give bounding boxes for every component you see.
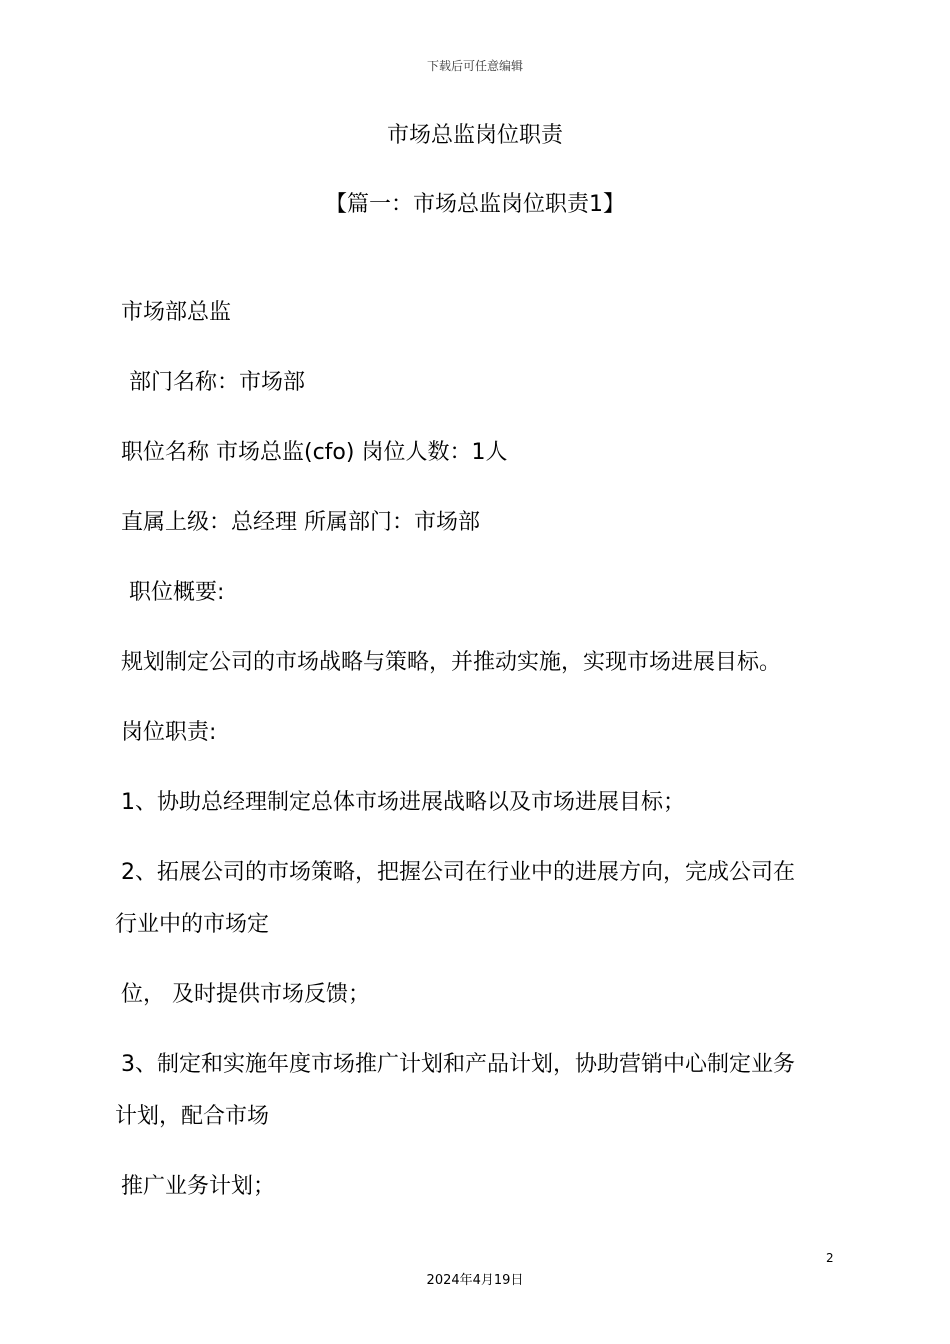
body-line-supervisor: 直属上级：总经理 所属部门：市场部 xyxy=(121,510,480,535)
body-line-duty-3-end: 推广业务计划； xyxy=(121,1174,276,1199)
body-line-duty-2-end: 位， 及时提供市场反馈； xyxy=(121,982,370,1007)
footer-date: 2024年4月19日 xyxy=(426,1273,524,1288)
body-line-duty-3: 3、制定和实施年度市场推广计划和产品计划，协助营销中心制定业务 xyxy=(121,1052,795,1077)
body-line-duty-3-cont: 计划，配合市场 xyxy=(115,1104,270,1129)
body-line-duty-2: 2、拓展公司的市场策略，把握公司在行业中的进展方向，完成公司在 xyxy=(121,860,795,885)
section-title: 【篇一：市场总监岗位职责1】 xyxy=(325,192,625,217)
body-line-position-name: 职位名称 市场总监(cfo) 岗位人数：1人 xyxy=(121,440,508,465)
body-line-department-name: 部门名称：市场部 xyxy=(129,370,306,395)
body-line-department-head: 市场部总监 xyxy=(121,300,232,325)
body-line-duty-1: 1、协助总经理制定总体市场进展战略以及市场进展目标； xyxy=(121,790,685,815)
page-number: 2 xyxy=(826,1251,834,1265)
document-title: 市场总监岗位职责 xyxy=(386,123,563,148)
page-header: 下载后可任意编辑 xyxy=(426,59,523,73)
body-line-duties-heading: 岗位职责: xyxy=(121,720,217,745)
body-line-summary-heading: 职位概要: xyxy=(129,580,225,605)
body-line-duty-2-cont: 行业中的市场定 xyxy=(115,912,270,937)
body-line-summary: 规划制定公司的市场战略与策略，并推动实施，实现市场进展目标。 xyxy=(121,650,782,675)
